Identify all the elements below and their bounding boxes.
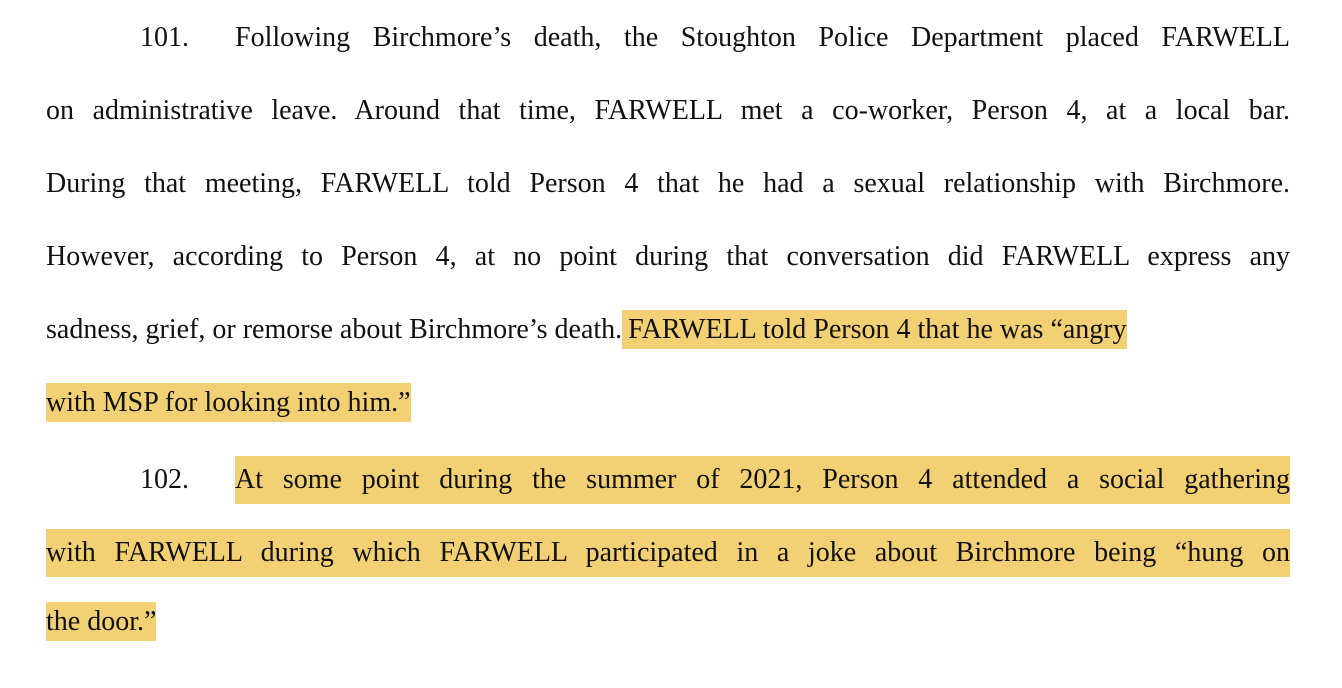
paragraph-number: 102. (140, 464, 189, 495)
paragraph-101-line-2 (46, 91, 1290, 131)
highlighted-text: with MSP for looking into him.” (46, 383, 411, 422)
paragraph-text: During that meeting, FARWELL told Person 4 that he had a sexual relationship with Birchmore. (46, 168, 1290, 199)
paragraph-101-line-4 (46, 237, 1290, 277)
paragraph-101-line-5 (46, 310, 1290, 350)
paragraph-102-line-1 (140, 456, 1290, 496)
paragraph-102-line-2 (46, 529, 1290, 569)
paragraph-101-line-6 (46, 383, 1290, 423)
highlighted-text: with FARWELL during which FARWELL participated in a joke about Birchmore being “hung on (46, 529, 1290, 577)
paragraph-101-line-3 (46, 164, 1290, 204)
highlighted-text: At some point during the summer of 2021, Person 4 attended a social gathering (235, 456, 1290, 504)
paragraph-102-line-3 (46, 602, 1290, 642)
paragraph-101-line-1 (140, 18, 1290, 58)
highlighted-text: the door.” (46, 602, 156, 641)
paragraph-number: 101. (140, 22, 189, 53)
paragraph-text: sadness, grief, or remorse about Birchmore’s death. (46, 314, 623, 345)
paragraph-text: However, according to Person 4, at no point during that conversation did FARWELL express any (46, 241, 1290, 272)
paragraph-text: on administrative leave. Around that time, FARWELL met a co-worker, Person 4, at a local bar. (46, 95, 1290, 126)
paragraph-text: Following Birchmore’s death, the Stoughton Police Department placed FARWELL (235, 22, 1290, 53)
highlighted-text: FARWELL told Person 4 that he was “angry (622, 310, 1126, 349)
